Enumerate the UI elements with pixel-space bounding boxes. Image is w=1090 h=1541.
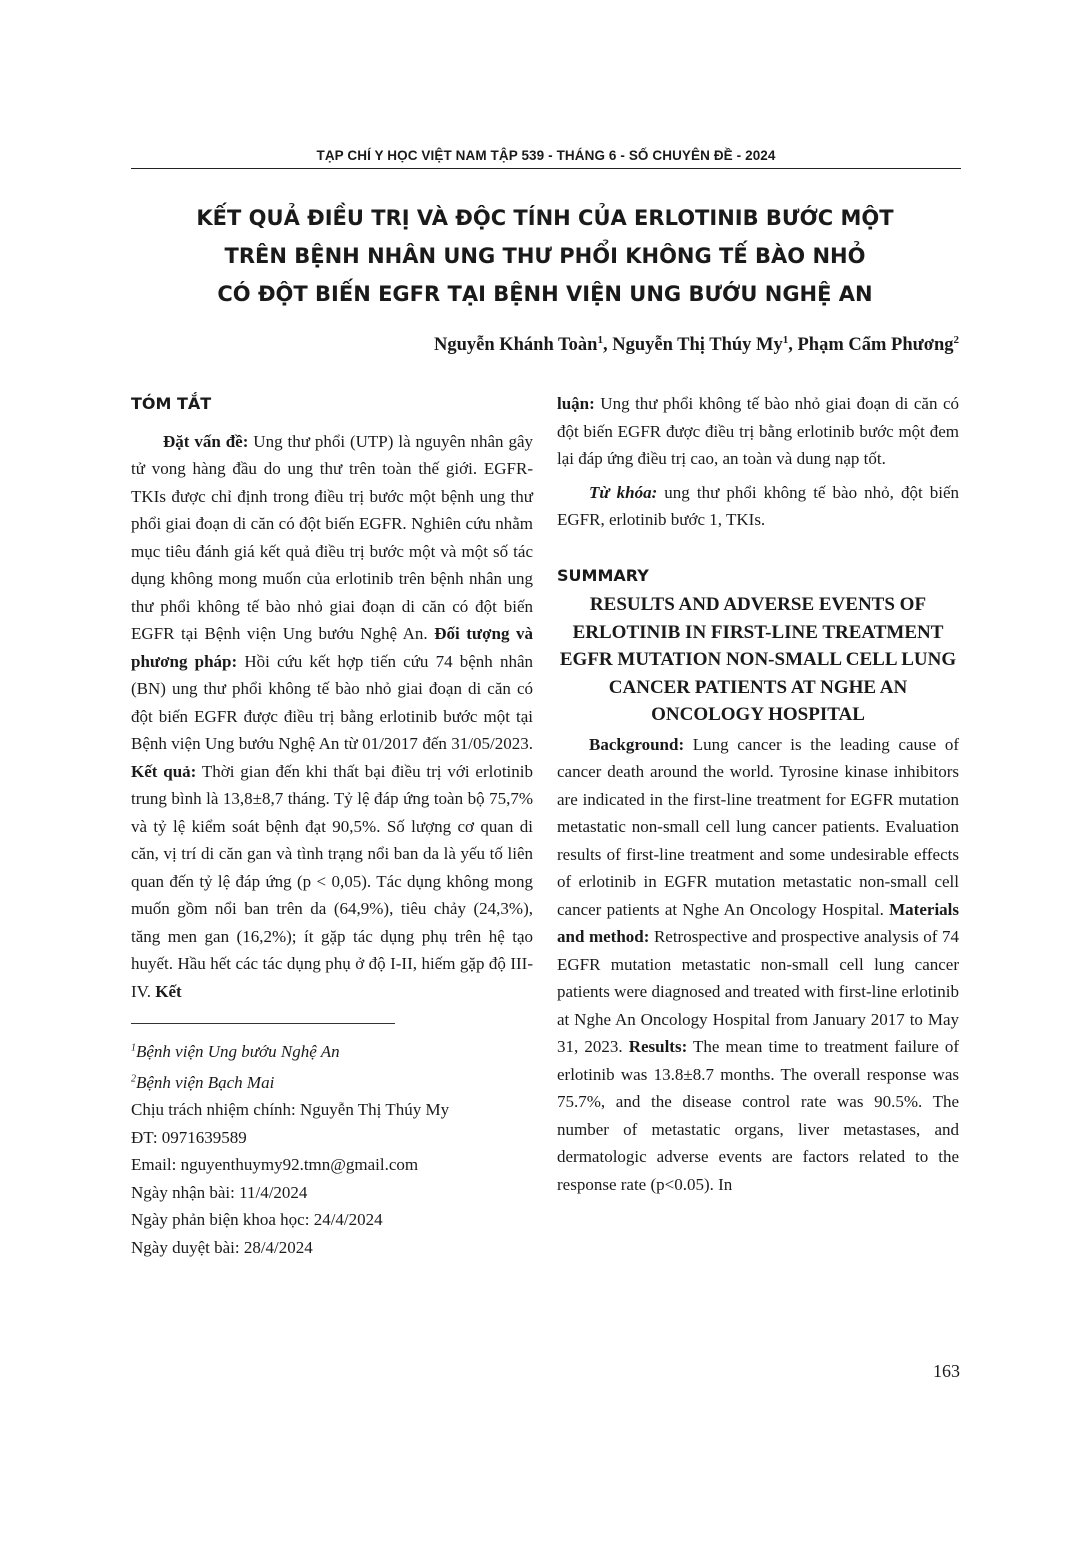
header-rule bbox=[131, 168, 961, 169]
author-name: Nguyễn Khánh Toàn bbox=[433, 335, 598, 356]
section-label: Kết bbox=[155, 981, 182, 1001]
journal-header: TẠP CHÍ Y HỌC VIỆT NAM TẬP 539 - THÁNG 6 - SỐ CHUYÊN ĐỀ - 2024 bbox=[316, 148, 776, 163]
affiliation bbox=[131, 1034, 533, 1065]
section-label: Đối tượng và phương pháp: bbox=[131, 624, 533, 671]
received-date: Ngày nhận bài: 11/4/2024 bbox=[131, 1182, 308, 1202]
summary-paragraph bbox=[557, 731, 959, 1199]
corresponding-author: Chịu trách nhiệm chính: Nguyễn Thị Thúy My bbox=[131, 1100, 450, 1120]
keywords bbox=[557, 479, 959, 534]
abstract-text: Ung thư phổi không tế bào nhỏ giai đoạn di căn có đột biến EGFR được điều trị bằng erlotinib bước một đem lại đáp ứng điều trị cao, an toàn và dung nạp tốt. bbox=[557, 394, 959, 468]
summary-heading: SUMMARY bbox=[557, 565, 649, 585]
abstract-text: Hồi cứu kết hợp tiến cứu 74 bệnh nhân (BN) ung thư phổi không tế bào nhỏ giai đoạn di căn có đột biến EGFR được điều trị bằng erlotinib bước một tại Bệnh viện Ung bướu Nghệ An từ 01/2017 đến 31/05/2023. bbox=[131, 651, 533, 753]
footnotes bbox=[131, 1034, 533, 1261]
summary-text: Retrospective and prospective analysis of 74 EGFR mutation metastatic non-small cell lung cancer patients were diagnosed and treated with first-line erlotinib at Nghe An Oncology Hospital from January 2017 to May 31, 2023. bbox=[557, 927, 959, 1056]
affiliation-text: Bệnh viện Bạch Mai bbox=[136, 1072, 275, 1092]
keywords-label: Từ khóa: bbox=[589, 482, 658, 502]
abstract-text: Ung thư phổi (UTP) là nguyên nhân gây tử vong hàng đầu do ung thư trên toàn thế giới. EGFR-TKIs được chỉ định trong điều trị bước một bệnh ung thư phổi giai đoạn di căn có đột biến EGFR. Nghiên cứu nhằm mục tiêu đánh giá kết quả điều trị bước một và một số tác dụng không mong muốn của erlotinib trên bệnh nhân ung thư phổi không tế bào nhỏ giai đoạn di căn có đột biến EGFR tại Bệnh viện Ung bướu Nghệ An. bbox=[131, 431, 533, 643]
summary-text: The mean time to treatment failure of erlotinib was 13.8±8.7 months. The overall response was 75.7%, and the disease control rate was 90.5%. The number of metastatic organs, liver metastases, and dermatologic adverse events are factors related to the response rate (p<0.05). In bbox=[557, 1037, 959, 1194]
affiliation-marker: 1 bbox=[597, 334, 603, 346]
section-label: luận: bbox=[557, 394, 595, 413]
section-label: Đặt vấn đề: bbox=[163, 431, 249, 451]
author-separator: , bbox=[788, 335, 798, 356]
section-label: Results: bbox=[628, 1037, 688, 1056]
approved-date: Ngày duyệt bài: 28/4/2024 bbox=[131, 1237, 313, 1257]
affiliation-text: Bệnh viện Ung bướu Nghệ An bbox=[136, 1041, 340, 1061]
author-name: Phạm Cẩm Phương bbox=[797, 335, 954, 356]
email: Email: nguyenthuymy92.tmn@gmail.com bbox=[131, 1155, 419, 1175]
section-label: Kết quả: bbox=[131, 761, 197, 781]
article-title-vietnamese bbox=[150, 199, 940, 313]
section-label: Materials and method: bbox=[557, 899, 959, 946]
author-name: Nguyễn Thị Thúy My bbox=[612, 335, 783, 356]
footnote-rule bbox=[131, 1023, 395, 1024]
abstract-text: Thời gian đến khi thất bại điều trị với erlotinib trung bình là 13,8±8,7 tháng. Tỷ lệ đáp ứng toàn bộ 75,7% và tỷ lệ kiểm soát bệnh đạt 90,5%. Số lượng cơ quan di căn, vị trí di căn gan và tình trạng nổi ban da là yếu tố liên quan đến tỷ lệ đáp ứng (p < 0,05). Tác dụng không mong muốn gồm nổi ban trên da (64,9%), tiêu chảy (24,3%), tăng men gan (16,2%); ít gặp tác dụng phụ trên hệ tạo huyết. Hầu hết các tác dụng phụ ở độ I-II, hiếm gặp độ III-IV. bbox=[131, 761, 533, 1001]
keywords-text: ung thư phổi không tế bào nhỏ, đột biến EGFR, erlotinib bước 1, TKIs. bbox=[557, 482, 960, 529]
affiliation-marker: 2 bbox=[953, 334, 959, 346]
abstract-heading: TÓM TẮT bbox=[131, 394, 212, 413]
reviewed-date: Ngày phản biện khoa học: 24/4/2024 bbox=[131, 1210, 383, 1230]
section-label: Background: bbox=[589, 734, 685, 754]
affiliation bbox=[131, 1065, 533, 1096]
summary-text: Lung cancer is the leading cause of cancer death around the world. Tyrosine kinase inhibitors are indicated in the first-line treatment for EGFR mutation metastatic non-small cell lung cancer patients. Evaluation results of first-line treatment and some undesirable effects of erlotinib in EGFR mutation metastatic non-small cell cancer patients at Nghe An Oncology Hospital. bbox=[557, 734, 959, 919]
title-line: TRÊN BỆNH NHÂN UNG THƯ PHỔI KHÔNG TẾ BÀO NHỎ bbox=[224, 244, 866, 268]
affiliation-marker: 1 bbox=[782, 334, 789, 346]
article-title-english: RESULTS AND ADVERSE EVENTS OF ERLOTINIB IN FIRST-LINE TREATMENT EGFR MUTATION NON-SMALL CELL LUNG CANCER PATIENTS AT NGHE AN ONCOLOGY HOSPITAL bbox=[559, 594, 957, 725]
author-separator: , bbox=[602, 335, 613, 356]
abstract-paragraph bbox=[131, 428, 533, 1006]
author-list bbox=[131, 334, 959, 356]
title-line: KẾT QUẢ ĐIỀU TRỊ VÀ ĐỘC TÍNH CỦA ERLOTINIB BƯỚC MỘT bbox=[196, 206, 894, 230]
affiliation-marker: 2 bbox=[131, 1073, 136, 1085]
page-number: 163 bbox=[933, 1361, 960, 1381]
title-line: CÓ ĐỘT BIẾN EGFR TẠI BỆNH VIỆN UNG BƯỚU NGHỆ AN bbox=[217, 282, 873, 306]
abstract-paragraph-continued bbox=[557, 390, 959, 473]
left-column bbox=[131, 390, 533, 1261]
right-column bbox=[557, 390, 959, 1198]
affiliation-marker: 1 bbox=[131, 1042, 136, 1053]
phone: ĐT: 0971639589 bbox=[131, 1127, 247, 1147]
